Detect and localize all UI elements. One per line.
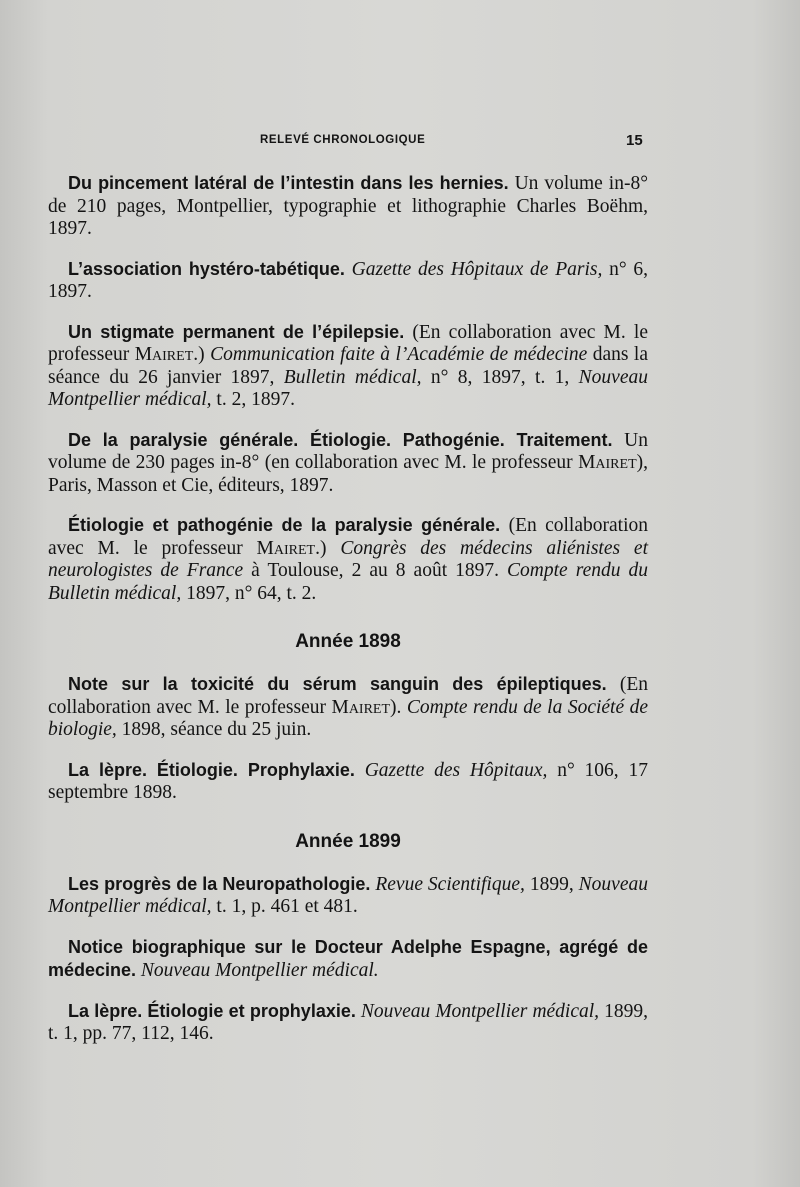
entry-title: De la paralysie générale. Étiologie. Pathogénie. Traitement. [68, 429, 613, 450]
bibliography-entry [48, 321, 648, 412]
entry-title: Notice biographique sur le Docteur Adelphe Espagne, agrégé de médecine. [48, 936, 648, 980]
entry-text: Un volume in-8° de 210 pages, Montpellier, typographie et lithographie Charles Boëhm, 1897. [48, 173, 648, 239]
entry-journal: Nouveau Montpellier médical, [355, 1000, 600, 1022]
entry-text: (En collaboration avec M. le professeur [48, 321, 648, 365]
entry-journal: Compte rendu du Bulletin médical, [48, 560, 649, 604]
entry-title: Du pincement latéral de l’intestin dans les hernies. [68, 173, 509, 193]
bibliography-entry [48, 1000, 648, 1046]
entry-author: Mairet [578, 452, 637, 473]
entry-journal: Communication faite à l’Académie de médecine [210, 344, 588, 365]
entry-text: .) [193, 344, 211, 365]
entry-journal: Gazette des Hôpitaux de Paris, [344, 258, 603, 280]
bibliography-entry [48, 172, 648, 241]
running-head: RELEVÉ CHRONOLOGIQUE [260, 134, 426, 146]
entry-title: La lèpre. Étiologie. Prophylaxie. [68, 759, 355, 780]
entry-title: Étiologie et pathogénie de la paralysie générale. [68, 515, 501, 535]
entry-journal: Nouveau Montpellier médical, [48, 366, 648, 410]
entry-text: 1897, n° 64, t. 2. [181, 582, 317, 604]
entry-journal: Nouveau Montpellier médical. [136, 960, 379, 981]
entry-text: ), Paris, Masson et Cie, éditeurs, 1897. [48, 452, 648, 496]
entry-text: n° 8, 1897, t. 1, [421, 366, 579, 388]
entry-text: 1898, séance du 25 juin. [116, 719, 312, 740]
entry-text: 1899, t. 1, pp. 77, 112, 146. [48, 1000, 649, 1044]
bibliography-entry [48, 873, 648, 919]
entry-text: dans la séance du 26 janvier 1897, [48, 344, 648, 388]
entry-text: n° 106, 17 septembre 1898. [48, 759, 648, 803]
entry-journal: Congrès des médecins aliénistes et neurologistes de France [48, 537, 648, 581]
entry-author: Mairet [331, 696, 391, 718]
entry-text: t. 2, 1897. [211, 389, 295, 410]
entry-text: .) [315, 537, 341, 559]
entry-text: à Toulouse, 2 au 8 août 1897. [243, 560, 508, 581]
bibliography-entry [48, 258, 648, 304]
entry-title: L’association hystéro-tabétique. [68, 258, 345, 279]
entry-text: (En collaboration avec M. le professeur [48, 674, 649, 718]
bibliography-entry [48, 936, 648, 983]
bibliography-entry [48, 514, 648, 605]
page-header [0, 130, 800, 152]
entry-title: La lèpre. Étiologie et prophylaxie. [68, 1000, 356, 1021]
page-content [48, 172, 648, 1063]
entry-title: Note sur la toxicité du sérum sanguin des épileptiques. [68, 674, 607, 694]
entry-text: Un volume de 230 pages in-8° (en collaboration avec M. le professeur [48, 429, 648, 473]
entry-author: Mairet [256, 537, 316, 559]
entry-journal: Gazette des Hôpitaux, [354, 759, 548, 781]
entry-text: n° 6, 1897. [48, 258, 648, 302]
page-number: 15 [626, 132, 643, 149]
bibliography-entry [48, 429, 648, 498]
bibliography-entry [48, 673, 648, 742]
entry-journal: Nouveau Montpellier médical, [48, 873, 648, 917]
entry-author: Mairet [134, 344, 194, 365]
entry-text: t. 1, p. 461 et 481. [211, 896, 358, 917]
year-heading: Année 1898 [295, 631, 401, 652]
entry-text: ). [390, 696, 407, 718]
entry-text: 1899, [524, 873, 579, 895]
entry-title: Un stigmate permanent de l’épilepsie. [68, 321, 405, 342]
entry-journal: Bulletin médical, [283, 366, 422, 388]
entry-journal: Revue Scientifique, [370, 873, 525, 895]
entry-text: (En collaboration avec M. le professeur [48, 515, 648, 559]
bibliography-entry [48, 759, 648, 805]
year-heading: Année 1899 [295, 830, 401, 852]
entry-journal: Compte rendu de la Société de biologie, [48, 696, 648, 740]
entry-title: Les progrès de la Neuropathologie. [68, 873, 371, 894]
